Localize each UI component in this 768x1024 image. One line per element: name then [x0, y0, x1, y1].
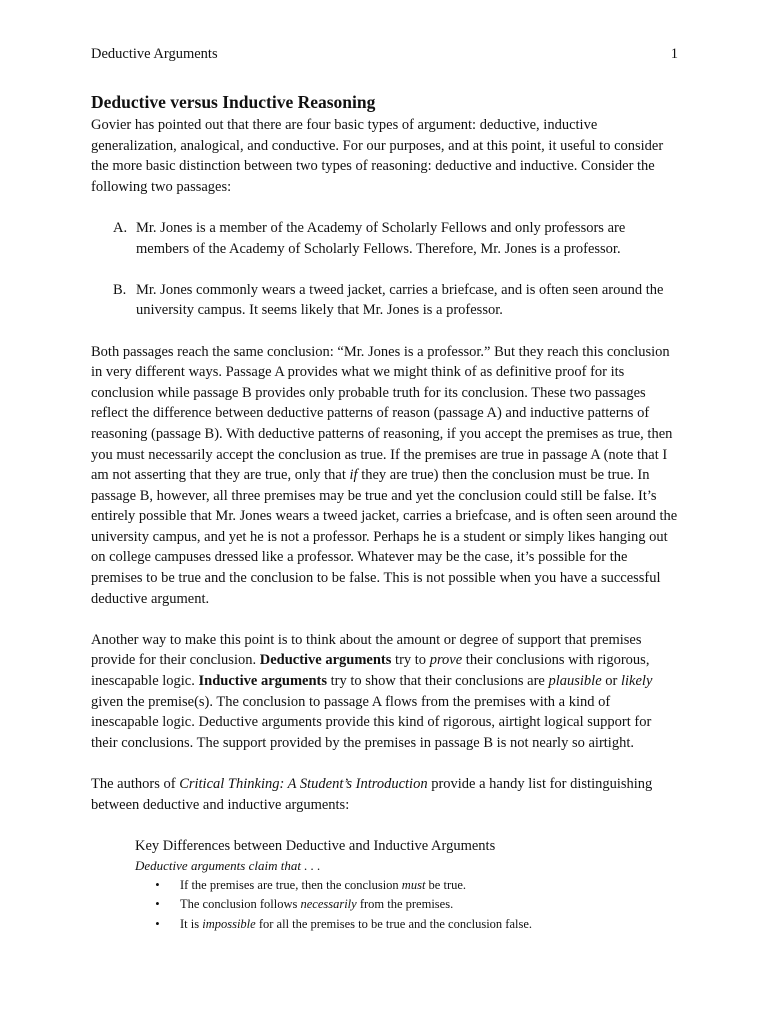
page-number: 1 — [670, 46, 678, 62]
key-differences-subtitle: Deductive arguments claim that . . . — [135, 857, 321, 873]
passage-a-text: Mr. Jones is a member of the Academy of Scholarly Fellows and only professors are members of the Academy of Scholarly Fellows. Therefore, Mr. Jones is a professor. — [136, 219, 626, 257]
intro-paragraph: Govier has pointed out that there are four basic types of argument: deductive, inductive generalization, analogical, and conductive. For our purposes, and at this point, it useful to consider the more basic distinction between two types of reasoning: deductive and inductive. Consider the following two passages: — [91, 117, 664, 195]
page-header — [91, 46, 678, 63]
passage-a-label: A. — [113, 219, 128, 236]
bullet-icon: • — [155, 897, 160, 912]
passage-b-label: B. — [113, 281, 127, 298]
key-differences-title: Key Differences between Deductive and Inductive Arguments — [135, 837, 496, 854]
passage-a — [91, 218, 681, 259]
bullet-icon: • — [155, 916, 160, 931]
key-differences-list — [135, 876, 681, 935]
support-paragraph: Another way to make this point is to think about the amount or degree of support that premises provide for their conclusion. Deductive arguments try to prove their conclusions with rigorous, inescapable logic. Inductive arguments try to show that their conclusions are plausible or likely given the premise(s). The conclusion to passage A flows from the premises with a kind of inescapable logic. Deductive arguments provide this kind of rigorous, airtight logical support for their conclusions. The support provided by the premises in passage B is not nearly so airtight. — [91, 631, 653, 751]
list-item: • It is impossible for all the premises to be true and the conclusion false. — [135, 915, 681, 935]
running-title: Deductive Arguments — [91, 46, 218, 62]
comparison-paragraph: Both passages reach the same conclusion: “Mr. Jones is a professor.” But they reach this conclusion in very different ways. Passage A provides what we might think of as definitive proof for its conclusion while passage B provides only probable truth for its conclusion. These two passages reflect the difference between deductive patterns of reason (passage A) and inductive patterns of reasoning (passage B). With deductive patterns of reasoning, if you accept the premises as true, then you must necessarily accept the conclusion as true. If the premises are true in passage A (note that I am not asserting that they are true, only that if they are true) then the conclusion must be true. In passage B, however, all three premises may be true and yet the conclusion could still be false. It’s entirely possible that Mr. Jones wears a tweed jacket, carries a briefcase, and is often seen around the university campus, and yet he is not a professor. Perhaps he is a student or simply likes hanging out on college campuses dressed like a professor. Whatever may be the case, it’s possible for the premises to be true and the conclusion to be false. This is not possible when you have a successful deductive argument. — [91, 343, 678, 607]
book-title: Critical Thinking: A Student’s Introduction — [179, 776, 428, 792]
document-body — [91, 115, 681, 934]
deductive-arguments-term: Deductive arguments — [259, 652, 392, 669]
passage-b-text: Mr. Jones commonly wears a tweed jacket, carries a briefcase, and is often seen around the university campus. It seems likely that Mr. Jones is a professor. — [136, 281, 664, 319]
inductive-arguments-term: Inductive arguments — [198, 673, 327, 690]
authors-paragraph: The authors of Critical Thinking: A Student’s Introduction provide a handy list for distinguishing between deductive and inductive arguments: — [91, 776, 653, 813]
passage-b — [91, 280, 681, 321]
bullet-icon: • — [155, 877, 160, 892]
list-item: • The conclusion follows necessarily from the premises. — [135, 895, 681, 915]
if-emphasis: if — [349, 467, 358, 484]
section-title: Deductive versus Inductive Reasoning — [91, 92, 376, 112]
key-differences-box — [135, 836, 681, 935]
list-item: • If the premises are true, then the conclusion must be true. — [135, 876, 681, 896]
